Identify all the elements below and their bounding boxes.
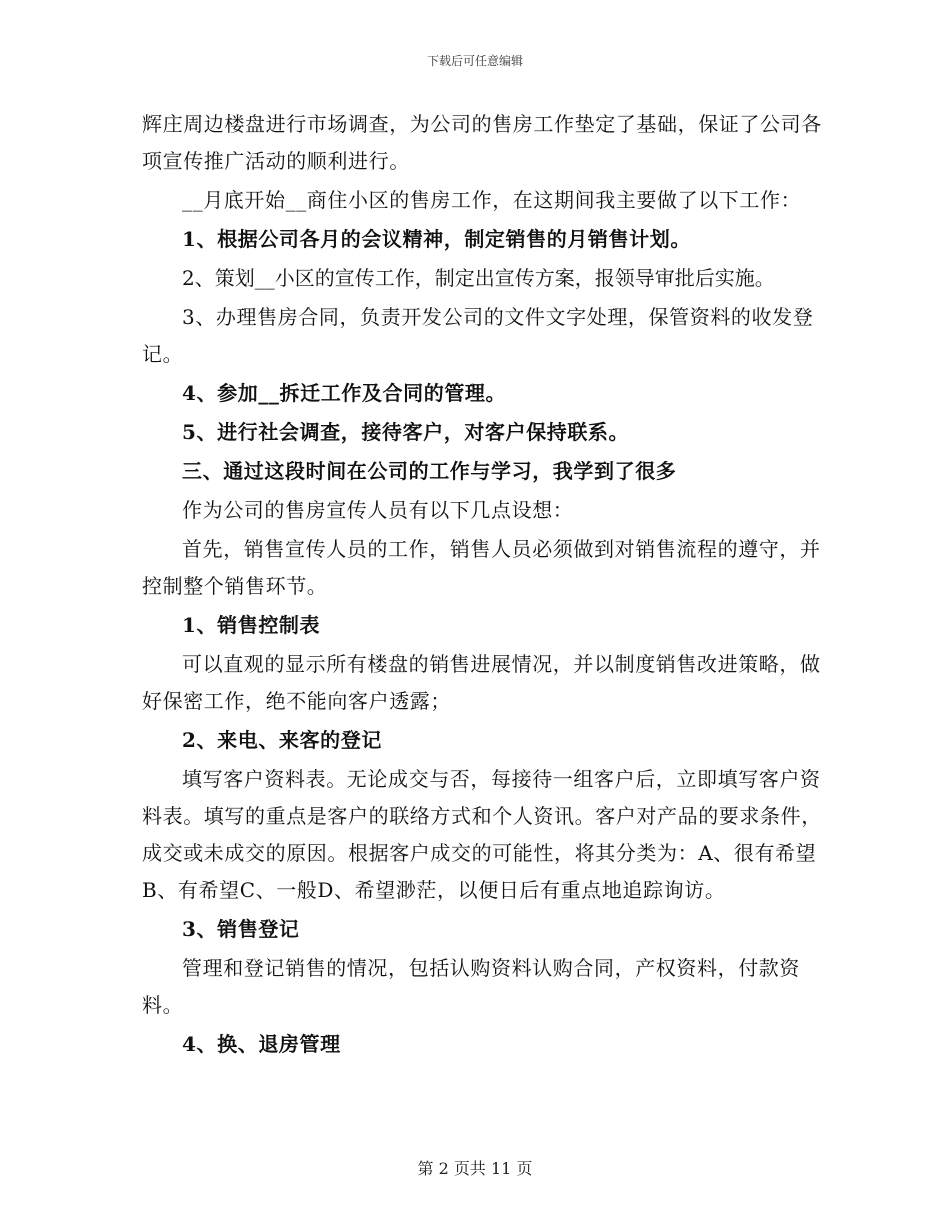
paragraph-1: 辉庄周边楼盘进行市场调查，为公司的售房工作垫定了基础，保证了公司各项宣传推广活动的顺利进行。: [142, 112, 822, 173]
section-heading-3: 三、通过这段时间在公司的工作与学习，我学到了很多: [182, 459, 677, 483]
paragraph-12: 可以直观的显示所有楼盘的销售进展情况，并以制度销售改进策略，做好保密工作，绝不能向客户透露；: [142, 652, 821, 713]
paragraph-3: 1、根据公司各月的会议精神，制定销售的月销售计划。: [182, 227, 691, 251]
paragraph-16: 管理和登记销售的情况，包括认购资料认购合同，产权资料，付款资料。: [142, 956, 800, 1017]
subheading-sales-registration: 3、销售登记: [182, 917, 300, 941]
page-footer: 第 2 页共 11 页: [417, 1159, 533, 1178]
paragraph-2: __月底开始__商住小区的售房工作，在这期间我主要做了以下工作：: [182, 188, 802, 212]
subheading-exchange-return: 4、换、退房管理: [182, 1032, 341, 1056]
paragraph-7: 5、进行社会调查，接待客户，对客户保持联系。: [182, 420, 630, 444]
subheading-sales-control-table: 1、销售控制表: [182, 613, 321, 637]
paragraph-6: 4、参加__拆迁工作及合同的管理。: [182, 381, 507, 405]
page-header: 下载后可任意编辑: [426, 54, 523, 68]
paragraph-5: 3、办理售房合同，负责开发公司的文件文字处理，保管资料的收发登记。: [142, 305, 814, 366]
document-body: [142, 106, 822, 1065]
paragraph-10: 首先，销售宣传人员的工作，销售人员必须做到对销售流程的遵守，并控制整个销售环节。: [142, 537, 821, 598]
paragraph-4: 2、策划__小区的宣传工作，制定出宣传方案，报领导审批后实施。: [182, 266, 775, 290]
paragraph-14: 填写客户资料表。无论成交与否，每接待一组客户后，立即填写客户资料表。填写的重点是客户的联络方式和个人资讯。客户对产品的要求条件，成交或未成交的原因。根据客户成交的可能性，将其分类为：A、很有希望B、有希望C、一般D、希望渺茫，以便日后有重点地追踪询访。: [142, 767, 822, 902]
subheading-call-visit-registration: 2、来电、来客的登记: [182, 728, 382, 752]
paragraph-9: 作为公司的售房宣传人员有以下几点设想：: [182, 498, 574, 522]
